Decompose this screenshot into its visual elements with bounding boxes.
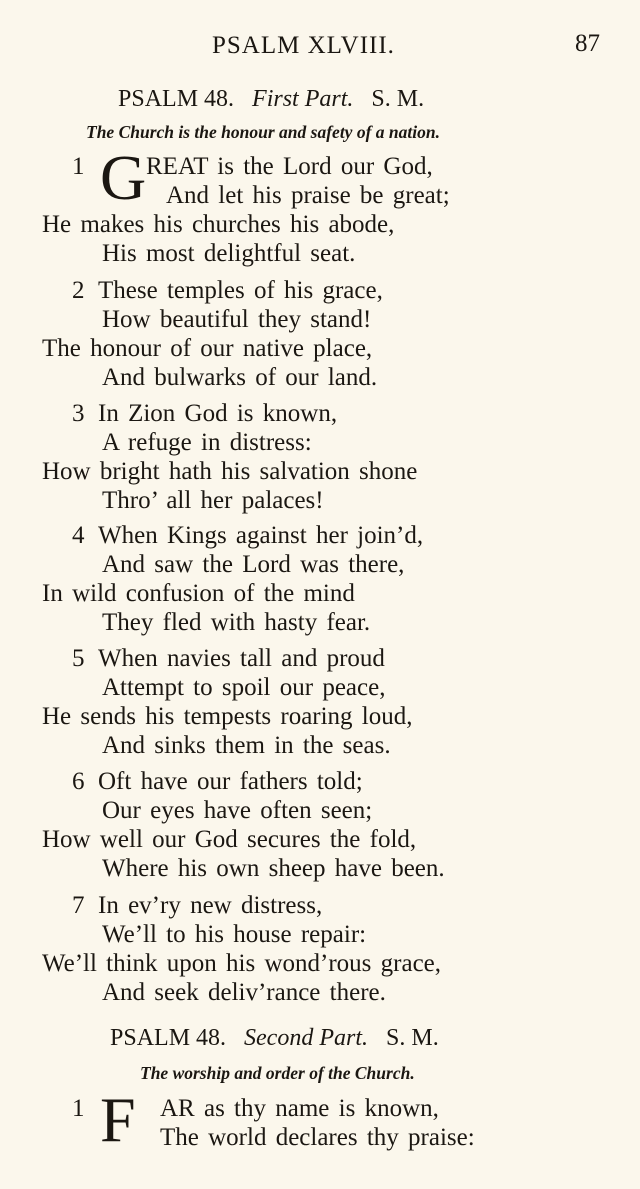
verse-line: And let his praise be great; [166, 182, 450, 209]
verse-line: And sinks them in the seas. [102, 732, 391, 759]
verse-line: REAT is the Lord our God, [146, 153, 433, 180]
verse-line: In wild confusion of the mind [42, 580, 355, 607]
page-number: 87 [575, 30, 600, 57]
verse-line: The world declares thy praise: [160, 1124, 475, 1151]
verse-line: His most delightful seat. [102, 240, 356, 267]
verse-1-dropcap: G [100, 142, 147, 213]
verse-line: We’ll think upon his wond’rous grace, [42, 950, 442, 977]
part1-subtitle: The Church is the honour and safety of a nation. [86, 122, 440, 142]
verse-number: 7 [72, 892, 85, 919]
part2-title-psalm: PSALM 48. [110, 1025, 227, 1051]
part2-verse-1-dropcap: F [100, 1084, 136, 1155]
verse-number: 2 [72, 277, 85, 304]
verse-line: He sends his tempests roaring loud, [42, 703, 413, 730]
verse-line: Thro’ all her palaces! [102, 487, 324, 514]
part1-title [118, 86, 424, 113]
verse-line: Where his own sheep have been. [102, 855, 445, 882]
verse-line: How well our God secures the fold, [42, 826, 417, 853]
part2-verse-1-number: 1 [72, 1095, 85, 1122]
verse-3-line-1 [72, 399, 337, 428]
verse-line: And bulwarks of our land. [102, 364, 378, 391]
part1-title-meter: S. M. [371, 86, 425, 112]
verse-line: How beautiful they stand! [102, 306, 372, 333]
verse-2-line-1 [72, 276, 383, 305]
verse-1-number: 1 [72, 153, 85, 180]
part2-title-part: Second Part. [244, 1025, 369, 1051]
verse-line: We’ll to his house repair: [102, 921, 367, 948]
verse-number: 4 [72, 522, 85, 549]
verse-line: How bright hath his salvation shone [42, 458, 418, 485]
part2-subtitle: The worship and order of the Church. [140, 1063, 415, 1083]
running-head: PSALM XLVIII. [212, 32, 395, 59]
verse-5-line-1 [72, 644, 385, 673]
verse-number: 5 [72, 645, 85, 672]
verse-number: 3 [72, 400, 85, 427]
verse-line: Attempt to spoil our peace, [102, 674, 386, 701]
verse-4-line-1 [72, 521, 423, 550]
verse-line: In Zion God is known, [98, 400, 338, 427]
verse-7-line-1 [72, 891, 322, 920]
verse-line: In ev’ry new distress, [98, 892, 323, 919]
verse-line: When navies tall and proud [98, 645, 385, 672]
verse-line: Oft have our fathers told; [98, 768, 363, 795]
verse-number: 6 [72, 768, 85, 795]
verse-line: When Kings against her join’d, [98, 522, 424, 549]
verse-line: They fled with hasty fear. [102, 609, 371, 636]
verse-line: And seek deliv’rance there. [102, 979, 386, 1006]
verse-6-line-1 [72, 767, 363, 796]
part2-title [110, 1025, 439, 1052]
verse-line: A refuge in distress: [102, 429, 312, 456]
verse-line: He makes his churches his abode, [42, 211, 395, 238]
verse-line: These temples of his grace, [98, 277, 383, 304]
verse-line: Our eyes have often seen; [102, 797, 373, 824]
part2-title-meter: S. M. [386, 1025, 439, 1051]
part1-title-psalm: PSALM 48. [118, 86, 235, 112]
verse-line: The honour of our native place, [42, 335, 373, 362]
verse-line: AR as thy name is known, [160, 1095, 439, 1122]
verse-line: And saw the Lord was there, [102, 551, 405, 578]
part1-title-part: First Part. [252, 86, 354, 112]
